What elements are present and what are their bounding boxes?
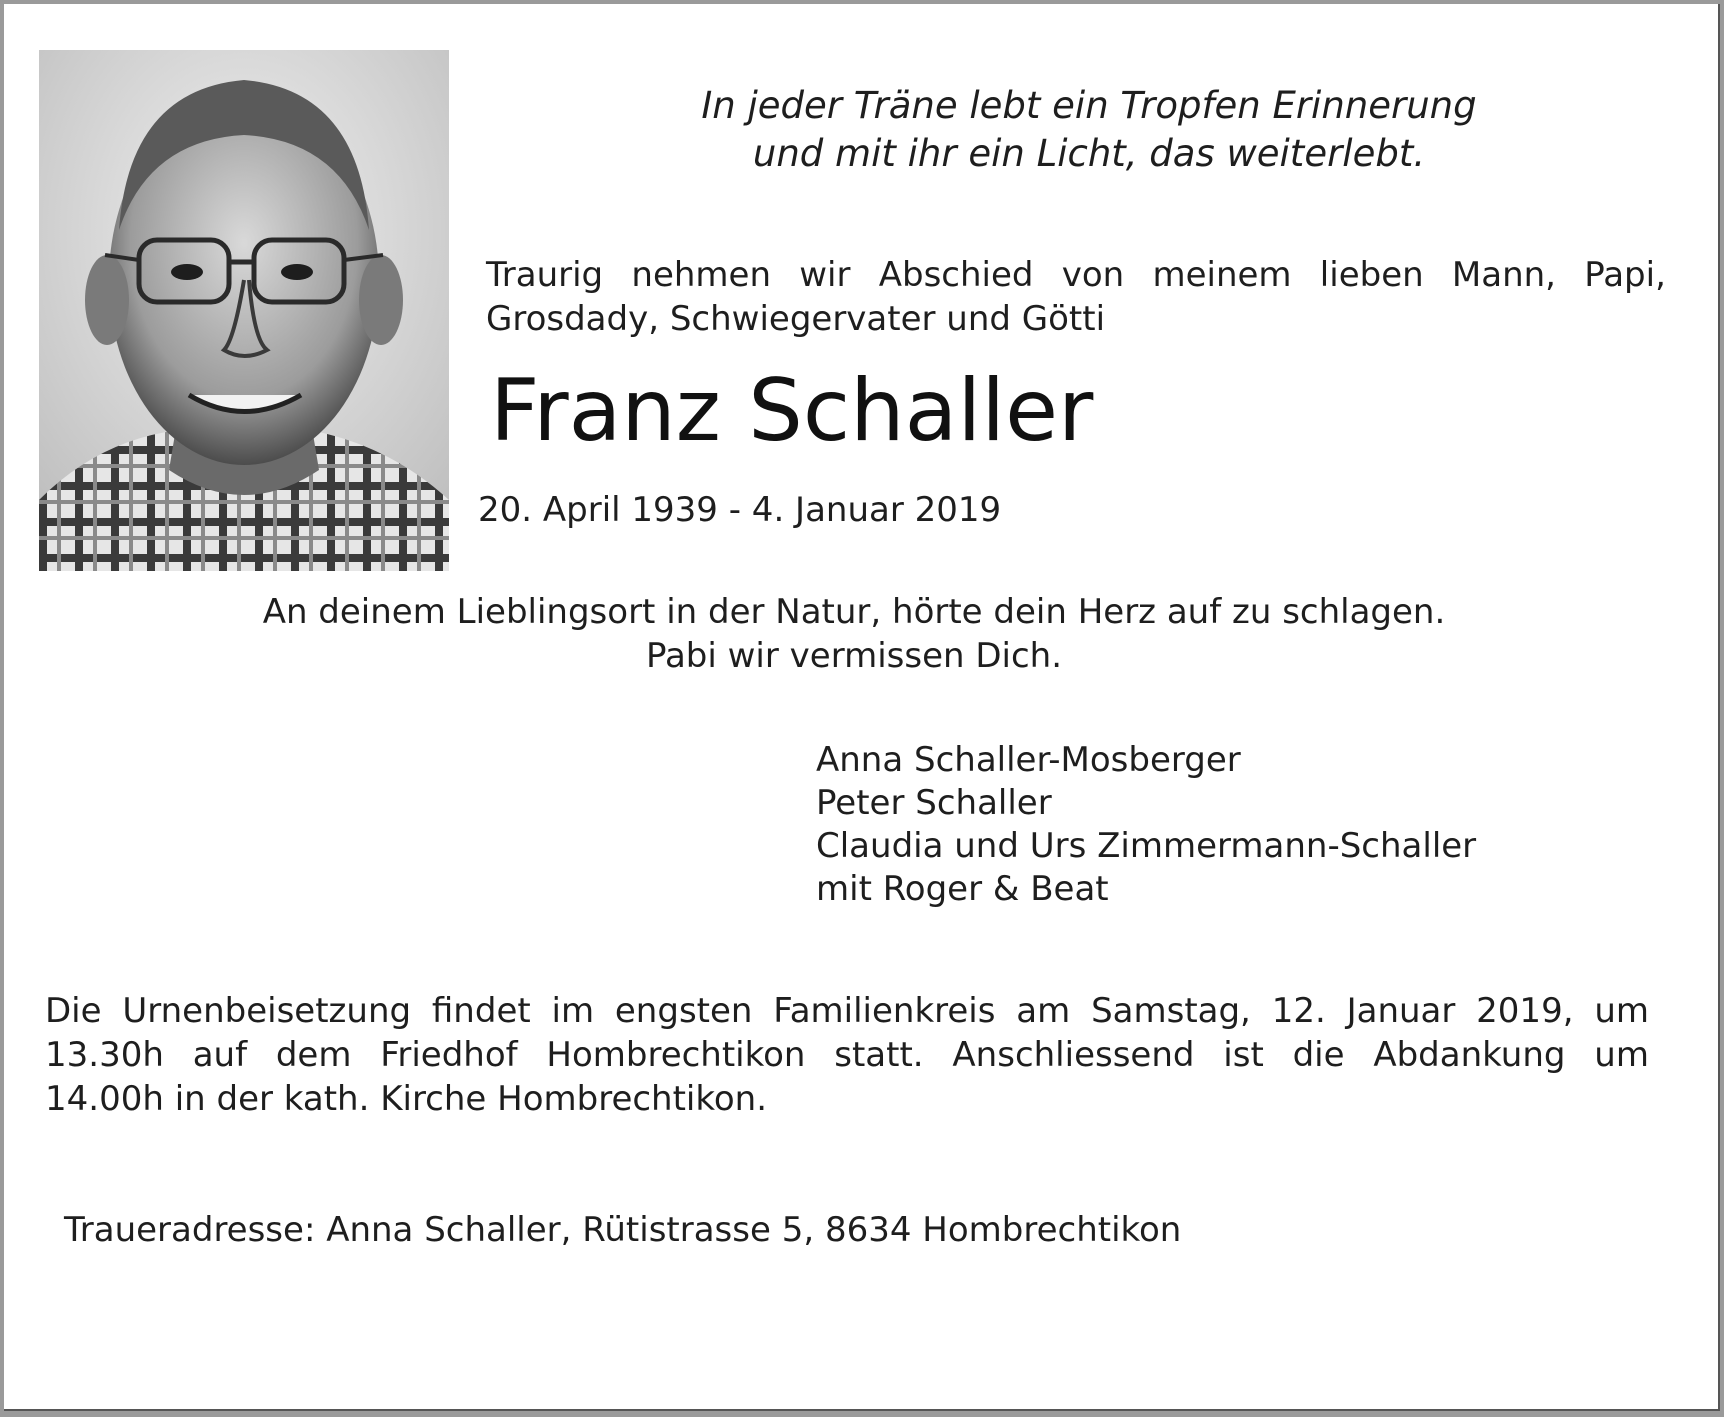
ceremony-word: findet bbox=[431, 991, 531, 1031]
ceremony-word: Friedhof bbox=[380, 1035, 518, 1075]
ceremony-line-3: 14.00h in der kath. Kirche Hombrechtikon. bbox=[45, 1079, 768, 1119]
motto-line-1: In jeder Träne lebt ein Tropfen Erinnerung bbox=[701, 84, 1477, 127]
ceremony-word: am bbox=[1016, 991, 1071, 1031]
ceremony-word: auf bbox=[192, 1035, 248, 1075]
ceremony-word: Samstag, bbox=[1091, 991, 1251, 1031]
ceremony-info bbox=[45, 989, 1649, 1121]
portrait-photo bbox=[39, 50, 449, 571]
memorial-line-1: An deinem Lieblingsort in der Natur, hörte dein Herz auf zu schlagen. bbox=[262, 592, 1446, 632]
obituary-notice bbox=[4, 4, 1720, 1411]
ceremony-word: die bbox=[1292, 1035, 1345, 1075]
ceremony-word: 13.30h bbox=[45, 1035, 164, 1075]
ceremony-word: Abdankung bbox=[1373, 1035, 1566, 1075]
ceremony-word: Die bbox=[45, 991, 102, 1031]
ceremony-word: engsten bbox=[614, 991, 753, 1031]
ceremony-word: dem bbox=[275, 1035, 352, 1075]
intro-word: lieben bbox=[1319, 255, 1424, 295]
ceremony-word: Januar bbox=[1346, 991, 1456, 1031]
mourning-address: Traueradresse: Anna Schaller, Rütistrasse 5, 8634 Hombrechtikon bbox=[64, 1210, 1182, 1250]
ceremony-line-2 bbox=[45, 1033, 1649, 1077]
ceremony-line-1 bbox=[45, 989, 1649, 1033]
ceremony-word: 12. bbox=[1271, 991, 1326, 1031]
ceremony-word: Hombrechtikon bbox=[546, 1035, 806, 1075]
intro-word: nehmen bbox=[631, 255, 771, 295]
ceremony-word: statt. bbox=[834, 1035, 924, 1075]
mourner-name: mit Roger & Beat bbox=[816, 869, 1109, 909]
intro-word: Mann, bbox=[1451, 255, 1556, 295]
mourner-name: Claudia und Urs Zimmermann-Schaller bbox=[816, 826, 1477, 866]
ceremony-word: 2019, bbox=[1476, 991, 1574, 1031]
intro-word: wir bbox=[799, 255, 851, 295]
portrait-image bbox=[39, 50, 449, 571]
memorial-line-2: Pabi wir vermissen Dich. bbox=[645, 636, 1063, 676]
mourner-name: Peter Schaller bbox=[816, 783, 1052, 823]
ceremony-word: ist bbox=[1223, 1035, 1264, 1075]
ceremony-word: Anschliessend bbox=[952, 1035, 1195, 1075]
intro-word: Traurig bbox=[486, 255, 604, 295]
intro-word: Papi, bbox=[1584, 255, 1666, 295]
intro-text bbox=[486, 253, 1666, 341]
ceremony-word: um bbox=[1594, 991, 1649, 1031]
intro-word: von bbox=[1061, 255, 1125, 295]
ceremony-word: im bbox=[551, 991, 595, 1031]
deceased-name: Franz Schaller bbox=[490, 361, 1094, 461]
intro-word: meinem bbox=[1152, 255, 1292, 295]
ceremony-word: um bbox=[1594, 1035, 1649, 1075]
ceremony-word: Urnenbeisetzung bbox=[122, 991, 412, 1031]
mourner-name: Anna Schaller-Mosberger bbox=[816, 740, 1241, 780]
memorial-text bbox=[84, 590, 1624, 678]
intro-line-2: Grosdady, Schwiegervater und Götti bbox=[486, 299, 1106, 339]
motto-quote bbox=[564, 82, 1614, 178]
mourners-list bbox=[816, 739, 1476, 911]
intro-line-1 bbox=[486, 253, 1666, 297]
motto-line-2: und mit ihr ein Licht, das weiterlebt. bbox=[752, 132, 1426, 175]
intro-word: Abschied bbox=[878, 255, 1034, 295]
ceremony-word: Familienkreis bbox=[773, 991, 996, 1031]
life-dates: 20. April 1939 - 4. Januar 2019 bbox=[478, 490, 1002, 530]
